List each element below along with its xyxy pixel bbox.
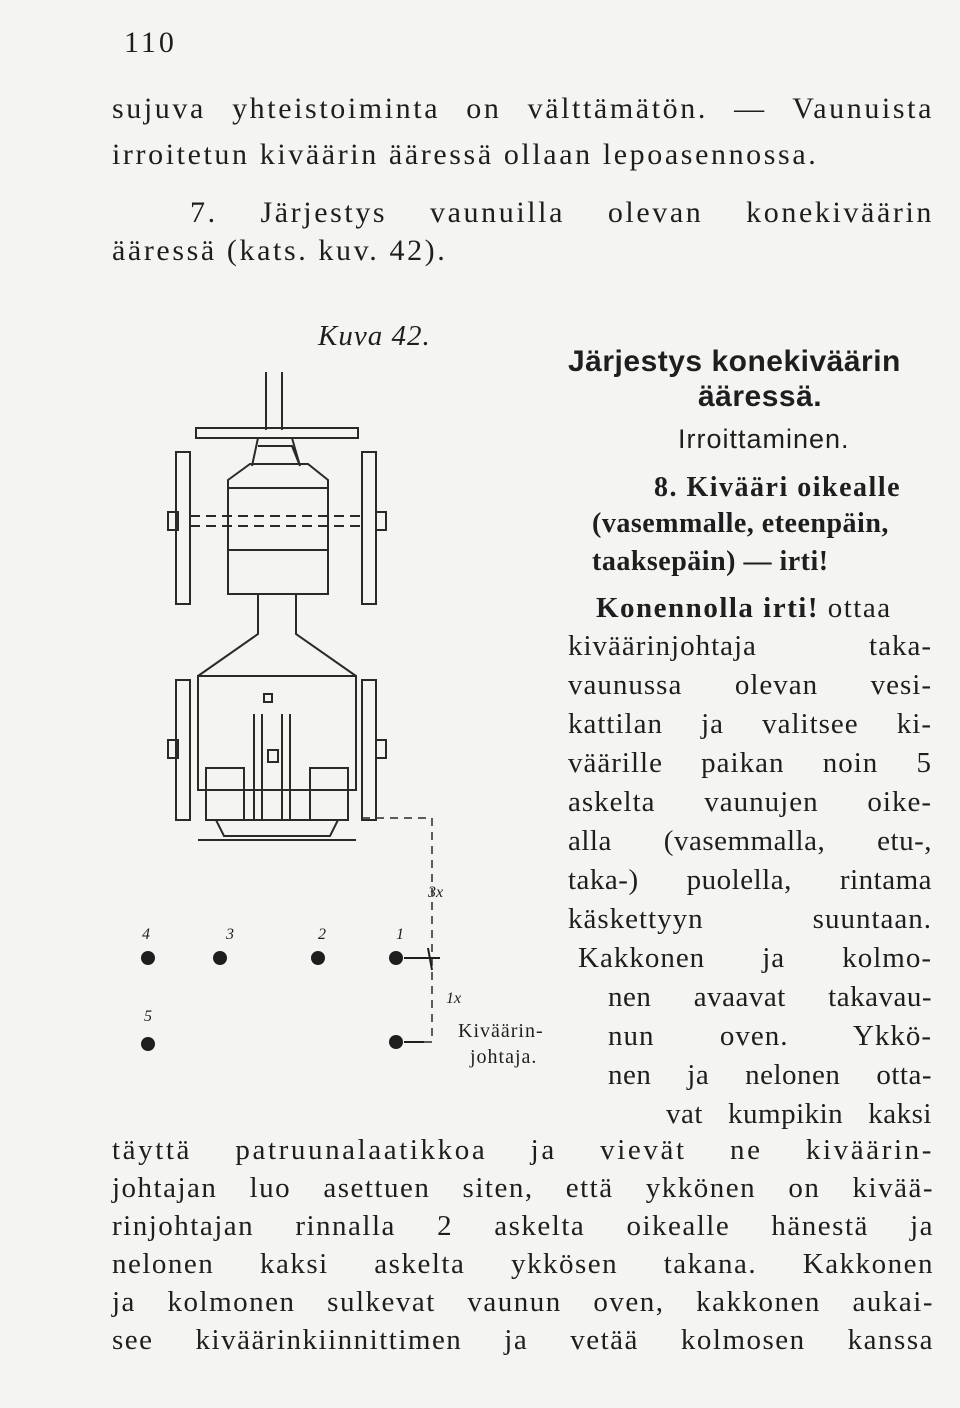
- side-text-line: vat kumpikin kaksi: [666, 1098, 932, 1130]
- figure-caption: Kuva 42.: [318, 320, 431, 352]
- rear-carriage: [168, 676, 386, 840]
- crew-positions: [141, 951, 403, 1051]
- paragraph-line: johtajan luo asettuen siten, että ykkönen on kivää-: [112, 1172, 934, 1204]
- command-line: taaksepäin) — irti!: [592, 546, 829, 577]
- gunner-marker: [389, 1035, 403, 1049]
- paragraph-line: ja kolmonen sulkevat vaunun oven, kakkonen aukai-: [112, 1286, 934, 1318]
- side-text-line: askelta vaunujen oike-: [568, 786, 932, 818]
- side-text-line: nun oven. Ykkö-: [608, 1020, 932, 1052]
- crew-marker-4: [141, 951, 155, 965]
- paragraph-line: ääressä (kats. kuv. 42).: [112, 234, 448, 267]
- crew-directions: [404, 948, 440, 1042]
- command-line: 8. Kivääri oikealle: [654, 472, 902, 503]
- paragraph-line: nelonen kaksi askelta ykkösen takana. Kakkonen: [112, 1248, 934, 1280]
- position-number: 1: [396, 926, 404, 943]
- section-title: Järjestys konekiväärin: [568, 345, 901, 378]
- crew-marker-2: [311, 951, 325, 965]
- position-number: 4: [142, 926, 150, 943]
- side-text-fragment: ottaa: [818, 592, 892, 624]
- page-number: 110: [124, 26, 177, 59]
- side-text-line: kattilan ja valitsee ki-: [568, 708, 932, 740]
- position-number: 5: [144, 1008, 152, 1025]
- side-text-line: nen ja nelonen otta-: [608, 1059, 932, 1091]
- front-carriage: [168, 372, 386, 676]
- crew-marker-3: [213, 951, 227, 965]
- side-text-line: vaunussa olevan vesi-: [568, 669, 932, 701]
- section-title-2: ääressä.: [698, 380, 823, 413]
- paragraph-line: irroitetun kiväärin ääressä ollaan lepoasennossa.: [112, 138, 819, 171]
- side-text-line: taka-) puolella, rintama: [568, 864, 932, 896]
- crew-marker-5: [141, 1037, 155, 1051]
- section-heading-7: 7. Järjestys vaunuilla olevan konekiväärin: [190, 196, 934, 229]
- paragraph-line: täyttä patruunalaatikkoa ja vievät ne kiväärin-: [112, 1134, 934, 1166]
- command-phrase: Konennolla irti!: [596, 592, 819, 624]
- position-mark: 1x: [446, 990, 462, 1007]
- side-text-line: alla (vasemmalla, etu-,: [568, 825, 932, 857]
- side-text-line: Kakkonen ja kolmo-: [578, 942, 932, 974]
- side-text-line: nen avaavat takavau-: [608, 981, 932, 1013]
- side-text-line: kiväärinjohtaja taka-: [568, 630, 932, 662]
- gunner-label: johtaja.: [470, 1046, 538, 1068]
- paragraph-line: see kiväärinkiinnittimen ja vetää kolmosen kanssa: [112, 1324, 934, 1356]
- side-text-line: käskettyyn suuntaan.: [568, 903, 932, 935]
- gunner-label: Kiväärin-: [458, 1020, 544, 1042]
- crew-marker-1: [389, 951, 403, 965]
- paragraph-line: rinjohtajan rinnalla 2 askelta oikealle hänestä ja: [112, 1210, 934, 1242]
- position-mark: 3x: [428, 884, 444, 901]
- side-text-line: väärille paikan noin 5: [568, 747, 932, 779]
- command-line: (vasemmalle, eteenpäin,: [592, 508, 889, 539]
- position-number: 2: [318, 926, 326, 943]
- paragraph-line: sujuva yhteistoiminta on välttämätön. — Vaunuista: [112, 92, 934, 125]
- subsection-title: Irroittaminen.: [678, 424, 850, 454]
- position-number: 3: [226, 926, 234, 943]
